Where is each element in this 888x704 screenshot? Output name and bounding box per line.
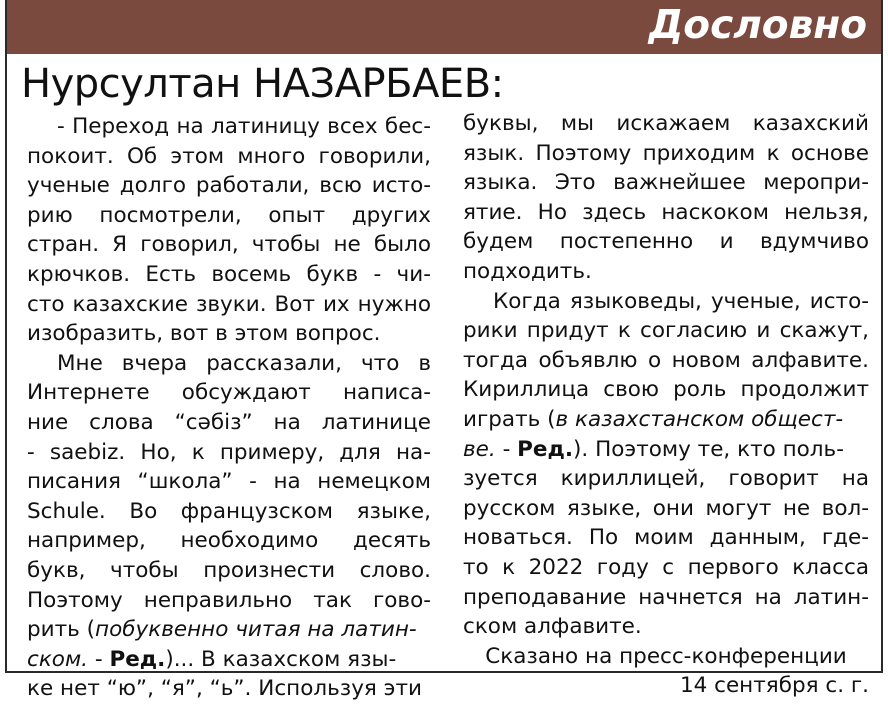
text-line: писания “школа” - на немецком	[27, 469, 431, 495]
text-line: сто казахские звуки. Вот их нужно	[27, 291, 431, 317]
article-frame	[5, 0, 883, 702]
text-line: - Переход на латиницу всех бес-	[57, 114, 431, 139]
text-line: рить (побуквенно читая на латин-	[27, 617, 417, 643]
text-line: ве. - Ред.). Поэтому те, кто поль-	[463, 436, 844, 462]
left-column	[27, 112, 431, 704]
text-line: букв, чтобы произнести слово.	[27, 557, 431, 583]
right-column	[463, 109, 869, 701]
text-line: изобразить, вот в этом вопрос.	[27, 321, 381, 347]
text-line: зуется кириллицей, говорит на	[463, 466, 869, 492]
text-line: язык. Поэтому приходим к основе	[463, 140, 869, 166]
source-date: 14 сентября с. г.	[679, 673, 869, 699]
text-line: преподавание начнется на латин-	[463, 584, 869, 610]
text-line: Интернете обсуждают написа-	[27, 380, 431, 406]
text-line: ском алфавите.	[463, 614, 642, 640]
text-line: - saebiz. Но, к примеру, для на-	[27, 439, 431, 465]
text-line: ском. - Ред.)... В казахском язы-	[27, 646, 397, 672]
headline: Нурсултан НАЗАРБАЕВ:	[21, 61, 504, 107]
text-line: языка. Это важнейшее меропри-	[463, 170, 869, 196]
text-line: стран. Я говорил, чтобы не было	[27, 232, 431, 258]
text-line: русском языке, они могут не вол-	[463, 495, 869, 521]
text-line: крючков. Есть восемь букв - чи-	[27, 261, 431, 287]
text-line: покоит. Об этом много говорили,	[27, 143, 431, 169]
text-line: ятие. Но здесь наскоком нельзя,	[463, 199, 869, 225]
text-line: например, необходимо десять	[27, 528, 431, 554]
text-line: Когда языковеды, ученые, исто-	[493, 288, 869, 314]
text-line: Поэтому неправильно так гово-	[27, 587, 431, 613]
text-line: ученые долго работали, всю исто-	[27, 173, 431, 199]
rubric-title: Дословно	[648, 3, 867, 48]
rubric-bar	[7, 0, 881, 54]
text-line: будем постепенно и вдумчиво	[463, 229, 869, 255]
text-line: новаться. По моим данным, где-	[463, 525, 869, 551]
text-line: подходить.	[463, 258, 592, 284]
text-line: ние слова “сәбіз” на латинице	[27, 409, 431, 435]
text-line: Кириллица свою роль продолжит	[463, 377, 869, 403]
text-line: Schule. Во французском языке,	[27, 498, 431, 524]
text-line: то к 2022 году с первого класса	[463, 554, 869, 580]
source-note: Сказано на пресс-конференции	[485, 643, 847, 669]
text-line: рию посмотрели, опыт других	[27, 202, 431, 228]
text-line: ке нет “ю”, “я”, “ь”. Используя эти	[27, 676, 422, 702]
text-line: буквы, мы искажаем казахский	[463, 111, 869, 136]
text-line: рики придут к согласию и скажут,	[463, 318, 869, 344]
text-line: Мне вчера рассказали, что в	[57, 350, 431, 376]
text-line: играть (в казахстанском общест-	[463, 406, 844, 432]
text-line: тогда объявлю о новом алфавите.	[463, 347, 869, 373]
